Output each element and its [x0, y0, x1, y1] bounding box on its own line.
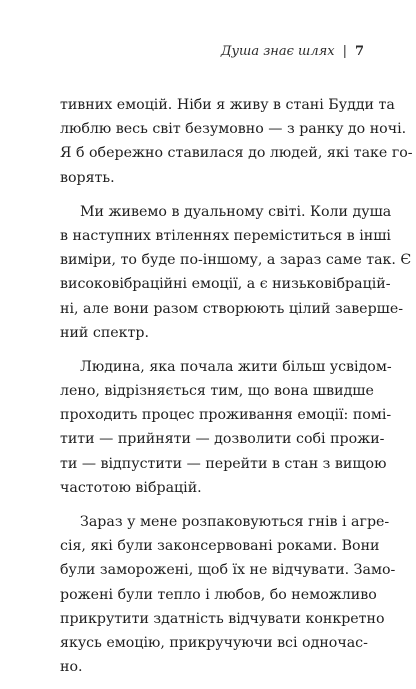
text-line: ні, але вони разом створюють цілий заверше- — [60, 300, 404, 317]
text-line: ний спектр. — [60, 324, 149, 341]
text-line: виміри, то буде по-іншому, а зараз саме так. Є — [60, 252, 412, 269]
text-line: Людина, яка почала жити більш усвідом- — [80, 358, 392, 375]
text-line: сія, які були законсервовані роками. Вони — [60, 538, 380, 555]
text-line: були заморожені, щоб їх не відчувати. Замо- — [60, 562, 396, 579]
text-line: ти — відпустити — перейти в стан з вищою — [60, 455, 387, 472]
text-line: Я б обережно ставилася до людей, які таке го- — [60, 145, 413, 162]
body-text — [60, 93, 413, 689]
running-head — [221, 44, 364, 59]
text-line: проходить процес проживання емоції: помі- — [60, 407, 392, 424]
text-line: но. — [60, 659, 83, 676]
text-line: лено, відрізняється тим, що вона швидше — [60, 383, 374, 400]
text-line: ворять. — [60, 169, 115, 186]
text-line: якусь емоцію, прикручуючи всі одночас- — [60, 634, 368, 651]
book-title: Душа знає шлях — [220, 44, 335, 59]
text-line: тивних емоцій. Ніби я живу в стані Будди та — [60, 97, 395, 113]
text-line: Ми живемо в дуальному світі. Коли душа — [80, 203, 392, 220]
text-line: в наступних втіленнях переміститься в інші — [60, 227, 391, 244]
text-line: Зараз у мене розпаковуються гнів і агре- — [80, 514, 390, 530]
text-line: люблю весь світ безумовно — з ранку до ночі. — [60, 121, 407, 138]
text-line: рожені були тепло і любов, бо неможливо — [60, 586, 377, 603]
paragraph — [60, 510, 396, 679]
text-line: частотою вібрацій. — [60, 479, 202, 496]
paragraph — [60, 355, 392, 500]
text-line: високовібраційні емоції, а є низьковібрацій- — [60, 276, 391, 293]
paragraph — [60, 93, 413, 190]
paragraph — [60, 200, 412, 345]
page-number: 7 — [354, 44, 364, 59]
header-separator: | — [342, 44, 347, 59]
text-line: тити — прийняти — дозволити собі прожи- — [60, 431, 385, 448]
text-line: прикрутити здатність відчувати конкретно — [60, 610, 385, 627]
